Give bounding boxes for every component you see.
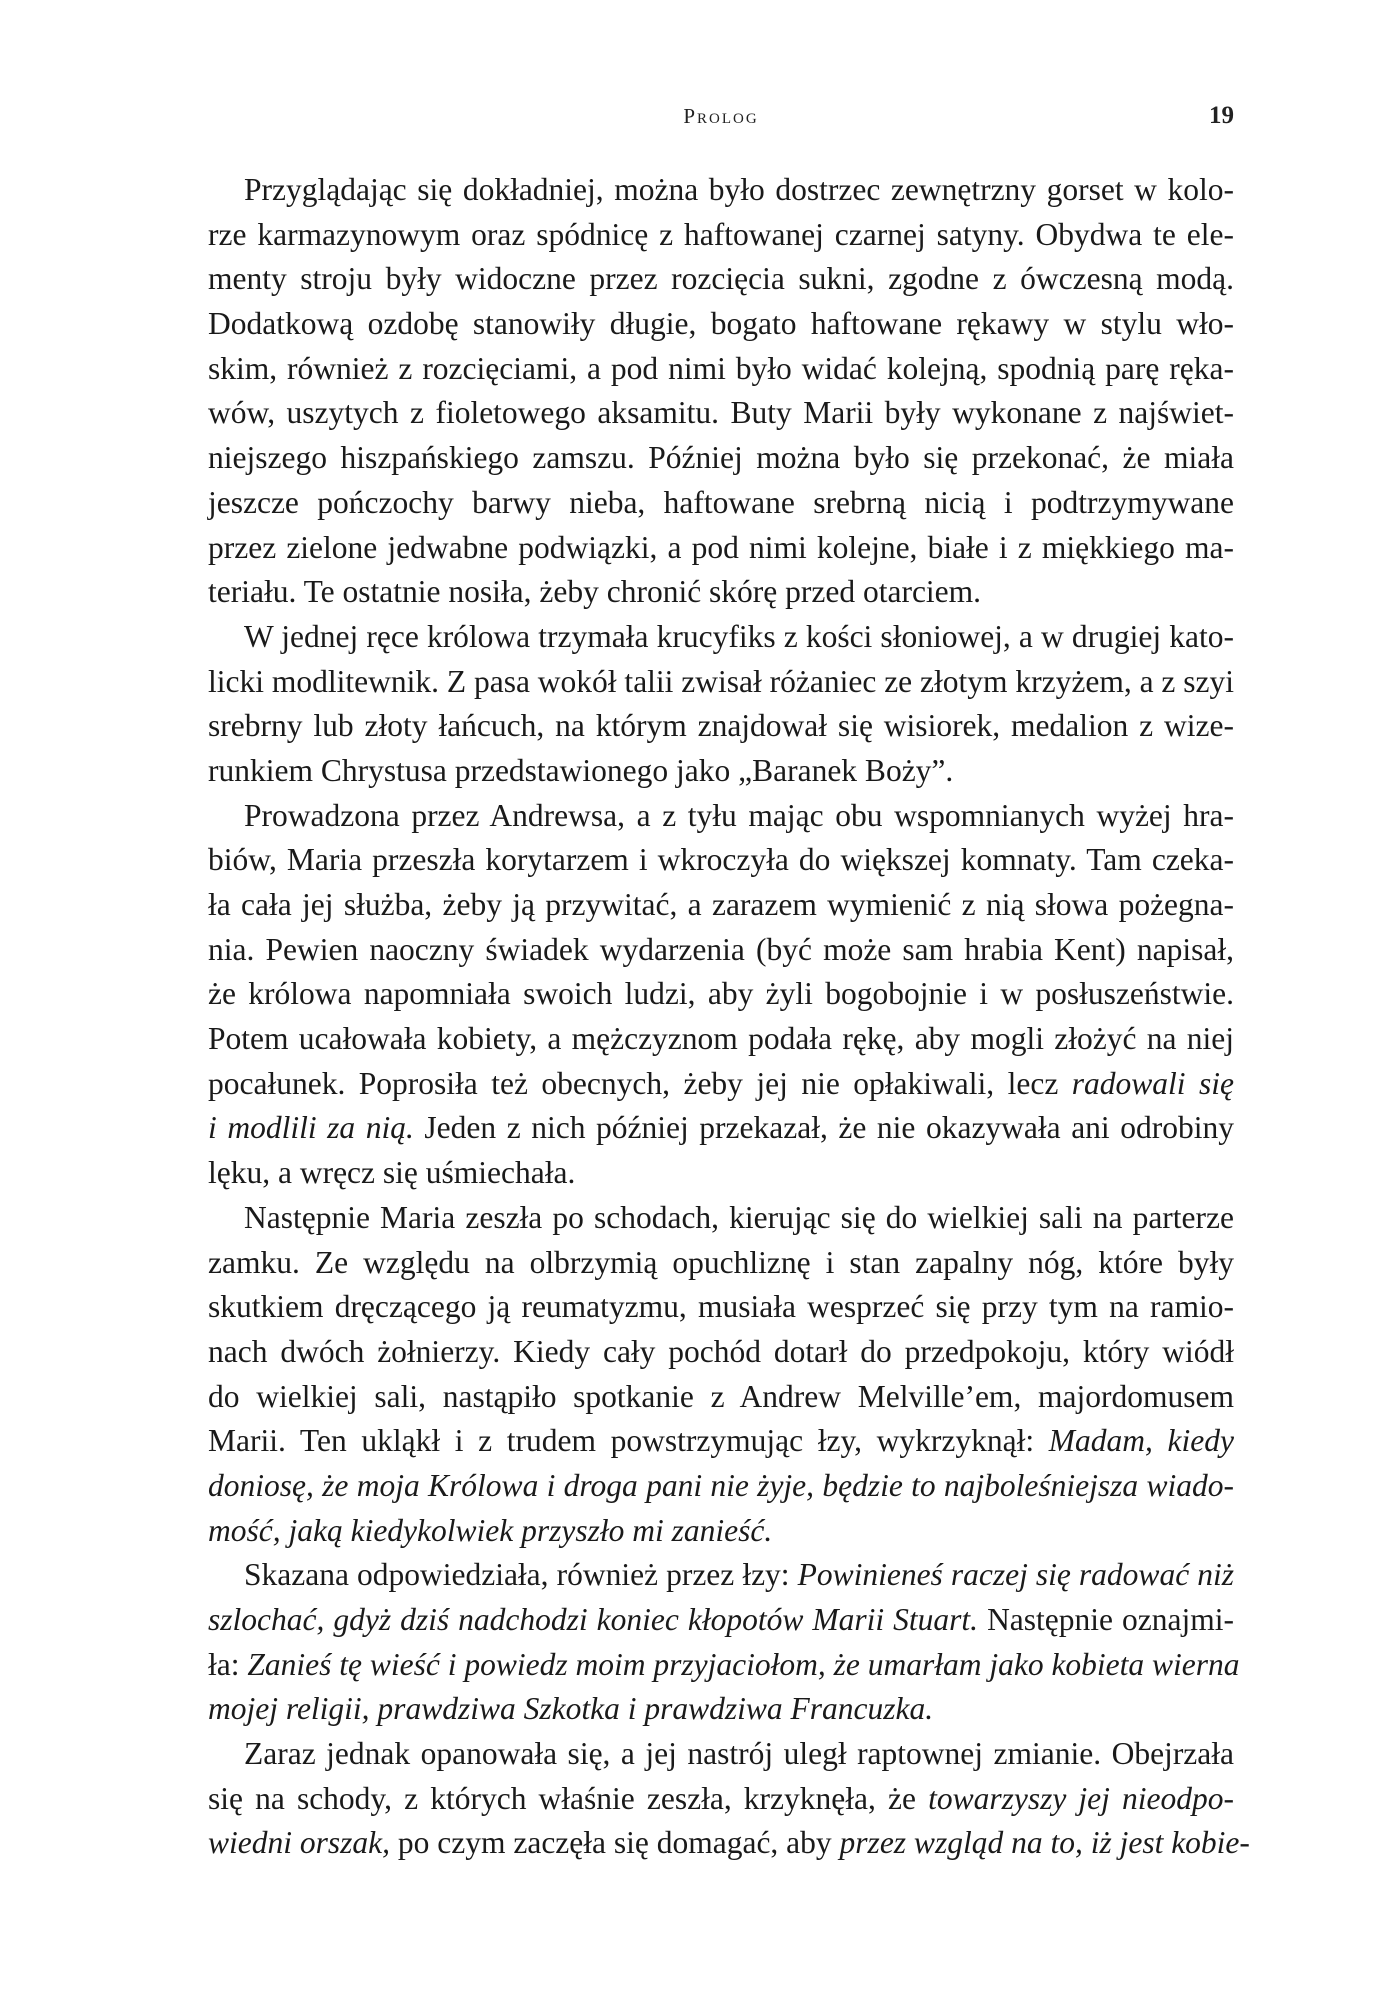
text-run: ła: (208, 1646, 248, 1682)
text-line (208, 168, 1234, 213)
paragraph (208, 1553, 1240, 1732)
text-line (208, 213, 1234, 258)
text-run: Przyglądając się dokładniej, można było dostrzec zewnętrzny gorset w kolo- (244, 172, 1234, 207)
italic-text: mość, jaką kiedykolwiek przyszło mi zanieść. (208, 1512, 773, 1548)
text-line (208, 1598, 1234, 1643)
text-run: menty stroju były widoczne przez rozcięcia sukni, zgodne z ówczesną modą. (208, 261, 1234, 297)
paragraph (208, 615, 1234, 794)
text-run: Skazana odpowiedziała, również przez łzy: (244, 1557, 798, 1593)
text-line (208, 1062, 1234, 1107)
text-run: teriału. Te ostatnie nosiła, żeby chronić skórę przed otarciem. (208, 574, 982, 610)
text-run: Dodatkową ozdobę stanowiły długie, bogato haftowane rękawy w stylu wło- (208, 306, 1234, 342)
text-run: rze karmazynowym oraz spódnicę z haftowanej czarnej satyny. Obydwa te ele- (208, 216, 1234, 252)
text-run: że królowa napomniała swoich ludzi, aby żyli bogobojnie i w posłuszeństwie. (208, 976, 1234, 1012)
italic-text: przez wzgląd na to, iż jest kobie- (839, 1825, 1250, 1861)
text-line (208, 302, 1234, 347)
text-run: Marii. Ten ukląkł i z trudem powstrzymując łzy, wykrzyknął: (208, 1423, 1049, 1459)
text-line (208, 526, 1234, 571)
italic-text: i modlili za nią. (208, 1110, 414, 1146)
text-line (208, 704, 1234, 749)
text-run: lęku, a wręcz się uśmiechała. (208, 1155, 576, 1191)
running-title: Prolog (683, 104, 759, 128)
text-run: Prowadzona przez Andrewsa, a z tyłu mając obu wspomnianych wyżej hra- (244, 797, 1234, 833)
text-run: nia. Pewien naoczny świadek wydarzenia (być może sam hrabia Kent) napisał, (208, 931, 1234, 967)
text-run: Zaraz jednak opanowała się, a jej nastrój uległ raptownej zmianie. Obejrzała (244, 1736, 1234, 1772)
italic-text: Madam, kiedy (1048, 1423, 1235, 1459)
text-line (208, 1643, 1240, 1688)
paragraph (208, 1196, 1234, 1554)
italic-text: szlochać, gdyż dziś nadchodzi koniec kłopotów Marii Stuart. (208, 1602, 979, 1637)
text-line (208, 1777, 1234, 1822)
text-line (208, 1106, 1234, 1151)
italic-text: Powinieneś raczej się radować niż (797, 1557, 1234, 1593)
text-line (208, 1330, 1234, 1375)
text-line (208, 1196, 1234, 1241)
page-number: 19 (1209, 102, 1234, 129)
text-run: runkiem Chrystusa przedstawionego jako „Baranek Boży”. (208, 752, 954, 788)
text-line (208, 347, 1234, 392)
text-run: nach dwóch żołnierzy. Kiedy cały pochód dotarł do przedpokoju, który wiódł (208, 1333, 1234, 1369)
text-run: jeszcze pończochy barwy nieba, haftowane srebrną nicią i podtrzymywane (208, 484, 1234, 520)
text-line (208, 838, 1234, 883)
paragraph (208, 1732, 1250, 1866)
italic-text: mojej religii, prawdziwa Szkotka i prawdziwa Francuzka. (208, 1691, 934, 1727)
text-line (208, 615, 1234, 660)
paragraph (208, 794, 1234, 1196)
text-line (208, 1241, 1234, 1286)
text-line (208, 1017, 1234, 1062)
text-line (208, 1419, 1234, 1464)
text-line (208, 570, 1234, 615)
text-run: skim, również z rozcięciami, a pod nimi było widać kolejną, spodnią parę ręka- (208, 350, 1234, 386)
text-line (208, 1509, 1234, 1554)
text-line (208, 391, 1234, 436)
text-line (208, 1553, 1234, 1598)
text-run: skutkiem dręczącego ją reumatyzmu, musiała wesprzeć się przy tym na ramio- (208, 1289, 1234, 1325)
italic-text: wiedni orszak, (208, 1825, 391, 1861)
text-line (208, 1821, 1250, 1866)
text-run: do wielkiej sali, nastąpiło spotkanie z Andrew Melville’em, majordomusem (208, 1378, 1234, 1414)
text-run: Następnie Maria zeszła po schodach, kierując się do wielkiej sali na parterze (244, 1199, 1234, 1235)
text-line (208, 883, 1234, 928)
text-run: Następnie oznajmi- (978, 1602, 1234, 1637)
text-run: zamku. Ze względu na olbrzymią opuchliznę i stan zapalny nóg, które były (208, 1244, 1234, 1280)
text-line (208, 660, 1234, 705)
text-run: biów, Maria przeszła korytarzem i wkroczyła do większej komnaty. Tam czeka- (208, 842, 1234, 878)
text-run: Potem ucałowała kobiety, a mężczyznom podała rękę, aby mogli złożyć na niej (208, 1021, 1234, 1057)
running-head (208, 100, 1234, 136)
text-line (208, 1732, 1234, 1777)
text-run: wów, uszytych z fioletowego aksamitu. Buty Marii były wykonane z najświet- (208, 395, 1234, 431)
text-line (208, 481, 1234, 526)
text-line (208, 1464, 1234, 1509)
text-line (208, 1151, 1234, 1196)
italic-text: doniosę, że moja Królowa i droga pani nie żyje, będzie to najboleśniejsza wiado- (208, 1467, 1234, 1503)
text-run: Jeden z nich później przekazał, że nie okazywała ani odrobiny (413, 1110, 1234, 1146)
text-line (208, 257, 1234, 302)
italic-text: towarzyszy jej nieodpo- (928, 1780, 1234, 1816)
text-line (208, 1285, 1234, 1330)
italic-text: radowali się (1071, 1065, 1234, 1101)
text-run: niejszego hiszpańskiego zamszu. Później można było się przekonać, że miała (208, 440, 1234, 476)
text-run: srebrny lub złoty łańcuch, na którym znajdował się wisiorek, medalion z wize- (208, 708, 1234, 744)
text-line (208, 749, 1234, 794)
text-run: licki modlitewnik. Z pasa wokół talii zwisał różaniec ze złotym krzyżem, a z szyi (208, 663, 1235, 699)
text-line (208, 794, 1234, 839)
text-run: pocałunek. Poprosiła też obecnych, żeby jej nie opłakiwali, lecz (208, 1065, 1072, 1101)
paragraph (208, 168, 1234, 615)
text-run: ła cała jej służba, żeby ją przywitać, a zarazem wymienić z nią słowa pożegna- (208, 887, 1234, 922)
italic-text: Zanieś tę wieść i powiedz moim przyjaciołom, że umarłam jako kobieta wierna (247, 1646, 1240, 1682)
text-run: się na schody, z których właśnie zeszła, krzyknęła, że (208, 1780, 929, 1816)
body-text (208, 168, 1250, 1866)
text-run: przez zielone jedwabne podwiązki, a pod nimi kolejne, białe i z miękkiego ma- (208, 529, 1234, 565)
text-line (208, 972, 1234, 1017)
text-line (208, 928, 1234, 973)
text-line (208, 436, 1234, 481)
text-run: po czym zaczęła się domagać, aby (390, 1825, 840, 1861)
text-line (208, 1687, 1234, 1732)
text-line (208, 1375, 1234, 1420)
text-run: W jednej ręce królowa trzymała krucyfiks z kości słoniowej, a w drugiej kato- (244, 618, 1234, 654)
